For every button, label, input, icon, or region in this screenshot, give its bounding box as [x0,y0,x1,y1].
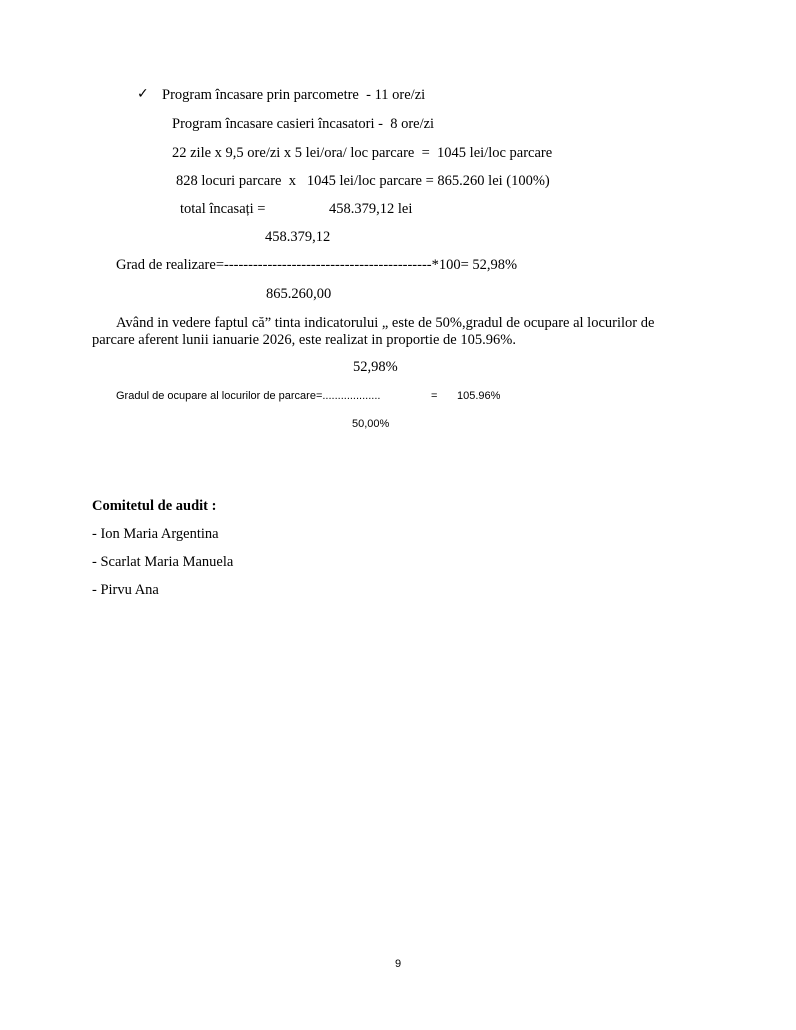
page-number: 9 [395,958,402,970]
calc-line-locuri: 828 locuri parcare x 1045 lei/loc parcare = 865.260 lei (100%) [176,173,550,189]
ocupare-result: 105.96% [457,390,501,402]
calc-line-parcometre: Program încasare prin parcometre - 11 ore/zi [162,87,426,103]
ocupare-label: Gradul de ocupare al locurilor de parcare=................... [116,390,381,402]
committee-member-1: - Ion Maria Argentina [92,526,219,542]
ocupare-numerator: 52,98% [353,359,398,375]
checkmark-icon: ✓ [137,86,149,102]
ocupare-denominator: 50,00% [352,418,390,430]
fraction-numerator: 458.379,12 [265,229,331,245]
ocupare-equals: = [431,390,438,402]
committee-member-3: - Pirvu Ana [92,582,159,598]
calc-line-casieri: Program încasare casieri încasatori - 8 ore/zi [172,116,435,132]
committee-title: Comitetul de audit : [92,498,217,514]
total-label: total încasați = [180,201,266,217]
calc-line-formula: 22 zile x 9,5 ore/zi x 5 lei/ora/ loc parcare = 1045 lei/loc parcare [172,145,553,161]
grad-realizare-formula: Grad de realizare=-------------------------------------------*100= 52,98% [116,257,518,273]
paragraph-line-1: Având in vedere faptul că” tinta indicatorului „ este de 50%,gradul de ocupare al locurilor de [116,315,655,331]
total-value: 458.379,12 lei [329,201,413,217]
fraction-denominator: 865.260,00 [266,286,332,302]
committee-member-2: - Scarlat Maria Manuela [92,554,234,570]
paragraph-line-2: parcare aferent lunii ianuarie 2026, este realizat in proportie de 105.96%. [92,332,516,348]
